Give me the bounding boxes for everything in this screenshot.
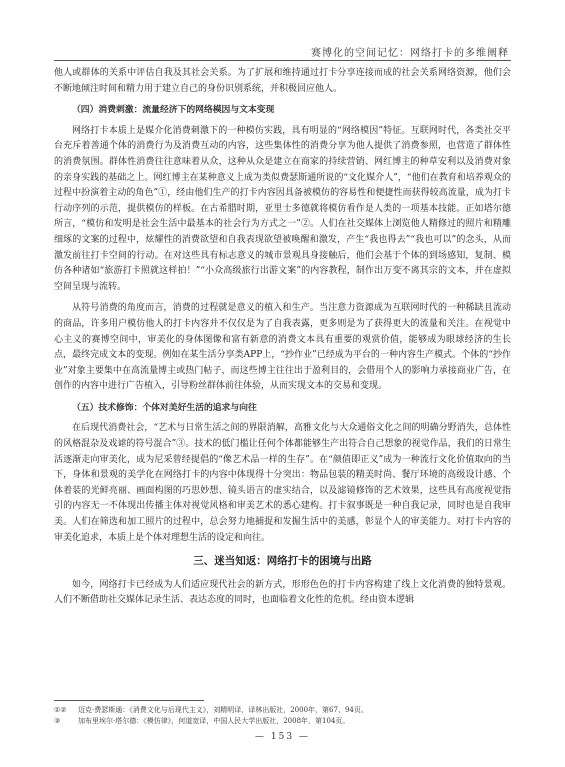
header-rule: [54, 60, 511, 61]
paragraph: 在后现代消费社会，“艺术与日常生活之间的界限消解，高雅文化与大众通俗文化之间的明确分野消失，总体性的风格混杂及戏谑的符号混合”③。技术的低门槛让任何个体都能够生产出符合自己想象的视觉作品，我们的日常生活逐渐走向审美化，成为尼采曾经提倡的“像艺术品一样的生存”。在“颜值即正义”成为一种流行文化价值取向的当下，身体和景观的美学化在网络打卡的内容中体现得十分突出：物品包装的精美时尚、餐厅环境的高级设计感、个体着装的光鲜亮丽、画面构图的巧思妙想、镜头语言的虚实结合，以及滤镜修饰的艺术效果，这些具有高度视觉指引的内容无一不体现出传播主体对视觉风格和审美艺术的悉心建构。打卡叙事既是一种自我记录，同时也是自我审美。人们在筛选和加工照片的过程中，总会努力地捕捉和发掘生活中的美感，彰显个人的审美能力。对打卡内容的审美化追求，本质上是个体对理想生活的设定和向往。: [54, 423, 511, 543]
running-head: 赛博化的空间记忆：网络打卡的多维阐释: [311, 48, 509, 59]
footnotes: [54, 700, 511, 726]
paragraph: 如今，网络打卡已经成为人们适应现代社会的新方式，形形色色的打卡内容构建了线上文化消费的独特景观。人们不断借助社交媒体记录生活、表达态度的同时，也面临着文化性的危机。经由资本逻辑: [54, 579, 511, 606]
footnote-text: 迈克·费瑟斯通：《消费文化与后现代主义》，刘精明译，译林出版社，2000年，第67、94页。: [78, 706, 368, 714]
footnote-mark: ③: [54, 716, 61, 725]
footnote: [54, 716, 511, 727]
footnote-mark: ①②: [54, 706, 67, 714]
subsection-heading-4: （四）消费刺激：流量经济下的网络模因与文本变现: [72, 105, 275, 116]
section-heading: 三、迷当知返：网络打卡的困境与出路: [193, 555, 372, 568]
paragraph-continued: 他人或群体的关系中评估自我及其社会关系。为了扩展和维持通过打卡分享连接而成的社会关系网络资源，他们会不断地倾注时间和精力用于建立自己的身份识别系统，并积极回应他人。: [54, 68, 511, 94]
page-number: — 153 —: [255, 732, 310, 742]
subsection-heading-5: （五）技术修饰：个体对美好生活的追求与向往: [72, 402, 257, 413]
footnote-rule: [54, 700, 204, 701]
paragraph: 从符号消费的角度而言，消费的过程就是意义的植入和生产。当注意力资源成为互联网时代的一种稀缺且流动的商品，许多用户模仿他人的打卡内容并不仅仅是为了自我表露，更多则是为了获得更大的流量和关注。在视觉中心主义的赛博空间中，审美化的身体图像和富有新意的消费文本具有重要的观赏价值，能够成为眼球经济的生长点，最终完成文本的变现。例如在某生活分享类APP上，“抄作业”已经成为平台的一种内容生产模式。个体的“抄作业”对象主要集中在高流量博主或热门帖子，而这些博主往往出于盈利目的，会借用个人的影响力承接商业广告，在创作的内容中进行广告植入，引导粉丝群体前往体验，从而实现文本的交易和变现。: [54, 303, 511, 392]
footnote: [54, 705, 511, 716]
body-text: [54, 66, 511, 615]
footnote-text: 加布里埃尔·塔尔德：《模仿律》，何道宽译，中国人民大学出版社，2008年，第104页。: [78, 716, 350, 725]
paragraph: 网络打卡本质上是媒介化消费刺激下的一种模仿实践，具有明显的“网络模因”特征。互联网时代，各类社交平台充斥着善通个体的消费行为及消费互动的内容，这些集体性的消费分享为他人提供了消费参照，也营造了群体性的消费氛围。群体性消费往往意味着从众，这种从众是建立在商家的持续营销、网红博主的种草安利以及消费对象的亲身实践的基础之上。网红博主在某种意义上成为类似费瑟斯通所说的“文化媒介人”，“他们在教育和培养观众的过程中扮演着主动的角色”①，经由他们生产的打卡内容因具备被模仿的容易性和便捷性而获得较高流量，成为打卡行动序列的示范，提供模仿的样板。在古希腊时期，亚里士多德就将模仿看作是人类的一项基本技能。正如塔尔德所言，“模仿和发明是社会生活中最基本的社会行为方式之一”②。人们在社交媒体上浏览他人精修过的照片和精雕细琢的文案的过程中，炫耀性的消费欲望和自我表现欲望被唤醒和激发，产生“我也得去”“我也可以”的念头，从而激发前往打卡空间的行动。在对这些具有标志意义的城市景观具身接触后，他们会基于个体的到场感知，复制、模仿各种诸如“旅游打卡照就这样拍！”“小众高级旅行出游文案”的内容教程，制作出万变不离其宗的文本，并在虚拟空间呈现与流转。: [54, 125, 511, 292]
